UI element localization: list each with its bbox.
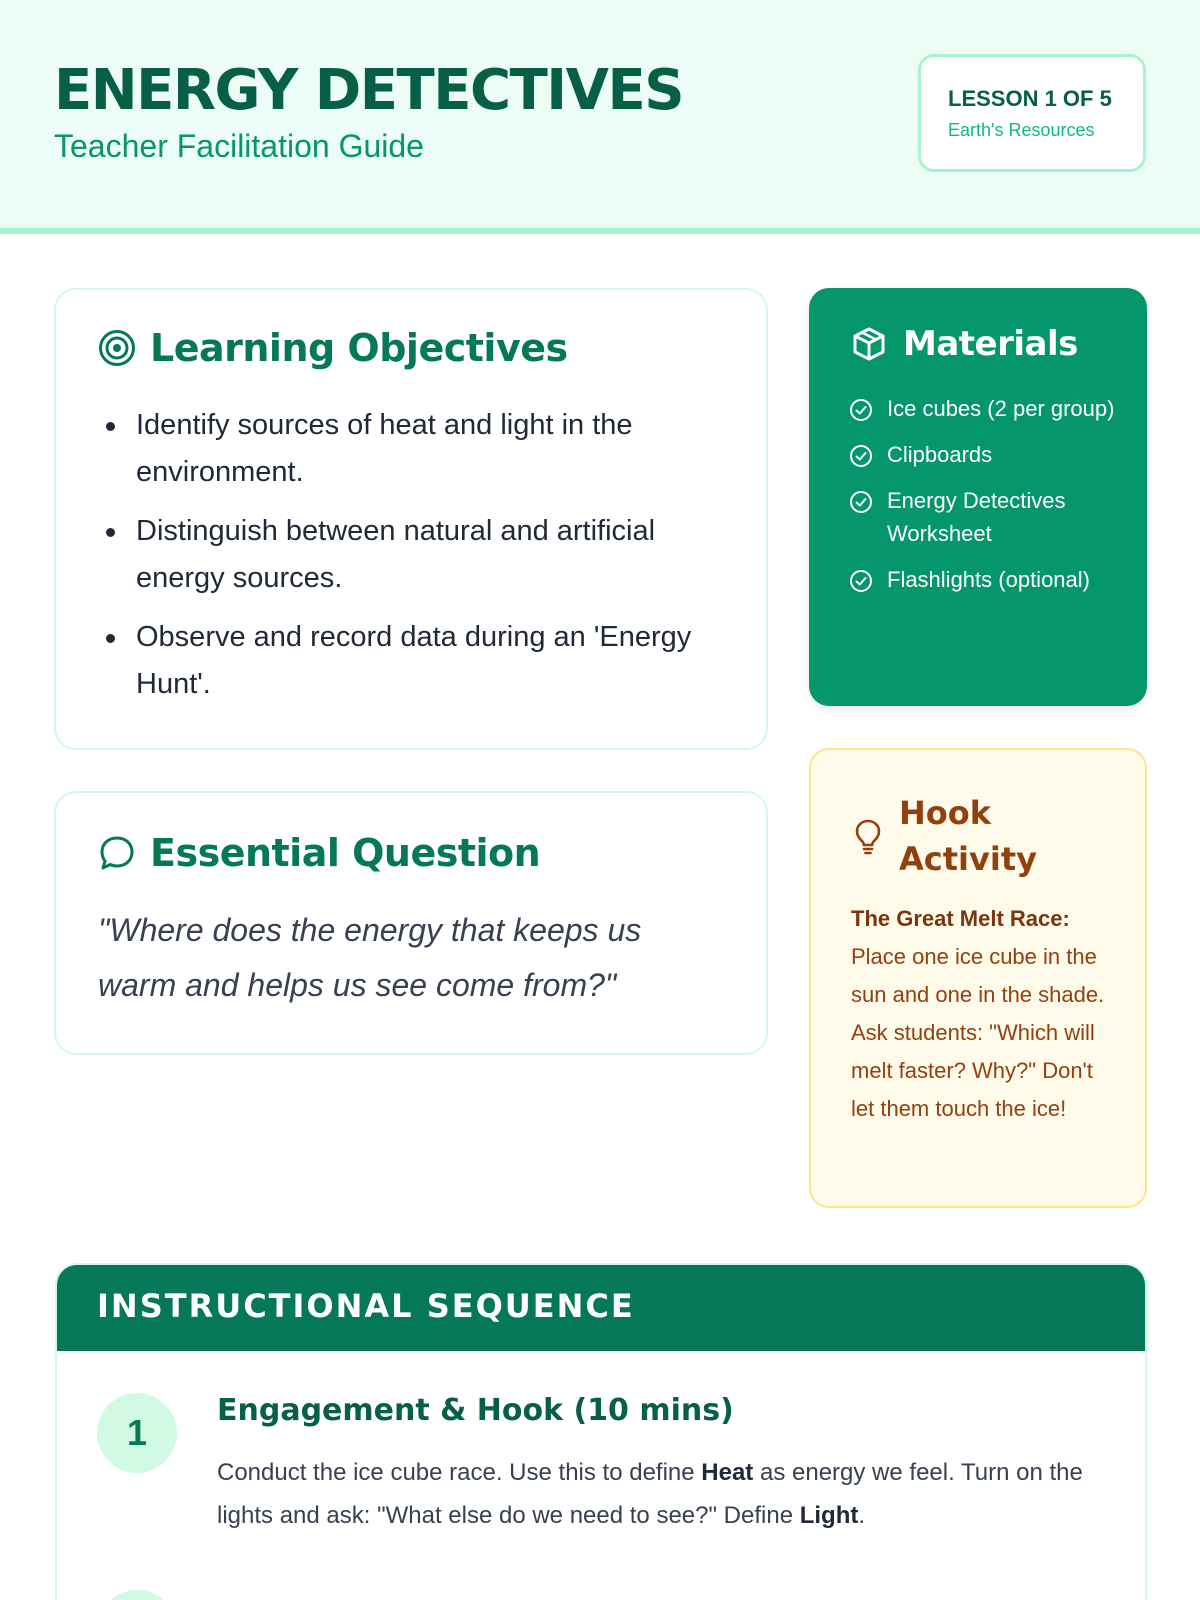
page-subtitle: Teacher Facilitation Guide	[54, 128, 424, 164]
material-label: Energy Detectives Worksheet	[887, 488, 1066, 546]
speech-bubble-icon	[98, 834, 136, 872]
list-item	[849, 392, 1139, 425]
hook-description	[851, 900, 1121, 1128]
list-item: Distinguish between natural and artificial energy sources.	[106, 508, 696, 602]
term-light: Light	[799, 1502, 859, 1529]
instructional-sequence	[55, 1263, 1147, 1600]
hook-text: Place one ice cube in the sun and one in the shade. Ask students: "Which will melt faster? Why?" Don't let them touch the ice!	[851, 944, 1105, 1121]
hook-activity-card	[809, 748, 1147, 1208]
objectives-header	[98, 326, 568, 370]
box-icon	[851, 326, 887, 362]
check-circle-icon	[849, 569, 875, 593]
list-item	[849, 438, 1139, 471]
check-circle-icon	[849, 444, 875, 468]
hook-title: Hook Activity	[899, 794, 1037, 878]
list-item	[849, 484, 1139, 550]
term-heat: Heat	[701, 1459, 754, 1486]
lesson-badge	[918, 54, 1146, 172]
step-text: as energy we feel. Turn on the lights and ask: "What else do we need to see?" Define	[217, 1459, 1083, 1529]
list-item: Identify sources of heat and light in the environment.	[106, 402, 696, 496]
material-label: Clipboards	[887, 442, 993, 467]
step-text: .	[858, 1502, 866, 1529]
step-text: Conduct the ice cube race. Use this to define	[217, 1459, 702, 1486]
lesson-unit: Earth's Resources	[948, 120, 1095, 140]
step-number-partial	[97, 1590, 177, 1600]
objectives-title: Learning Objectives	[150, 326, 568, 370]
page-header	[0, 0, 1200, 234]
objectives-list	[106, 402, 696, 720]
lesson-number: LESSON 1 OF 5	[948, 86, 1112, 111]
list-item: Observe and record data during an 'Energy Hunt'.	[106, 614, 696, 708]
question-header	[98, 831, 540, 875]
step-number: 1	[97, 1393, 177, 1473]
target-icon	[98, 329, 136, 367]
hook-lead: The Great Melt Race:	[851, 906, 1070, 931]
list-item	[849, 563, 1139, 596]
step-description	[217, 1451, 1117, 1537]
sequence-title: INSTRUCTIONAL SEQUENCE	[97, 1287, 635, 1325]
material-label: Ice cubes (2 per group)	[887, 396, 1115, 421]
essential-question-card	[54, 791, 768, 1055]
lightbulb-icon	[853, 818, 883, 858]
question-title: Essential Question	[150, 831, 541, 875]
learning-objectives-card	[54, 288, 768, 750]
essential-question-text: "Where does the energy that keeps us warm and helps us see come from?"	[98, 912, 642, 1003]
page-title: ENERGY DETECTIVES	[54, 58, 684, 123]
materials-card	[809, 288, 1147, 706]
check-circle-icon	[849, 398, 875, 422]
materials-list	[849, 392, 1139, 609]
materials-header	[851, 324, 1078, 364]
materials-title: Materials	[903, 324, 1078, 364]
check-circle-icon	[849, 490, 875, 514]
material-label: Flashlights (optional)	[887, 567, 1090, 592]
step-title: Engagement & Hook (10 mins)	[217, 1393, 734, 1428]
sequence-header	[57, 1265, 1145, 1351]
